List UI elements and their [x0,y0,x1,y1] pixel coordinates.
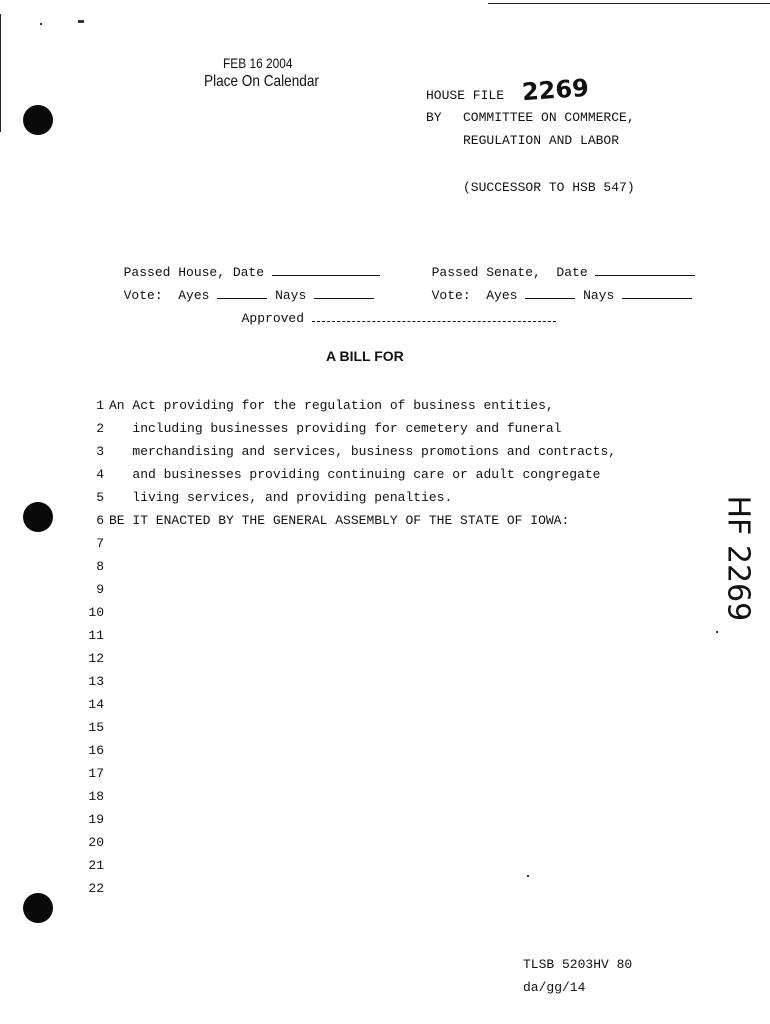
line-number: 12 [88,651,104,666]
senate-vote-row: Vote: Ayes Nays [416,273,692,303]
house-file-label: HOUSE FILE [426,88,505,103]
approved-line [312,311,556,322]
bill-line-text: BE IT ENACTED BY THE GENERAL ASSEMBLY OF THE STATE OF IOWA: [109,513,570,528]
successor-note: (SUCCESSOR TO HSB 547) [463,180,635,195]
line-number: 6 [96,513,104,528]
line-number: 15 [88,720,104,735]
house-vote-row: Vote: Ayes Nays [108,273,374,303]
bill-line-text: merchandising and services, business promotions and contracts, [109,444,617,459]
line-number: 20 [88,835,104,850]
line-number: 14 [88,697,104,712]
line-number: 16 [88,743,104,758]
approved-row: Approved [226,296,556,326]
senate-nays-line [622,288,692,299]
line-number: 8 [96,559,104,574]
bill-line-text: and businesses providing continuing care or adult congregate [109,467,601,482]
committee-line-1: COMMITTEE ON COMMERCE, [463,110,635,125]
scan-speck [78,20,84,23]
line-number: 13 [88,674,104,689]
scan-speck [527,875,529,877]
by-label: BY [426,110,442,125]
line-number: 10 [88,605,104,620]
line-number: 3 [96,444,104,459]
line-number: 5 [96,490,104,505]
punch-hole-bottom [23,893,53,923]
stamp-date: FEB 16 2004 [223,55,293,71]
line-number: 7 [96,536,104,551]
line-number: 19 [88,812,104,827]
punch-hole-top [23,105,53,135]
committee-line-2: REGULATION AND LABOR [463,133,620,148]
line-number: 17 [88,766,104,781]
line-number: 11 [88,628,104,643]
footer-code: TLSB 5203HV 80 [523,957,633,972]
scan-edge-left [0,14,1,132]
bill-line-text: including businesses providing for cemetery and funeral [109,421,562,436]
scan-speck [40,23,42,25]
scan-edge-top [488,3,770,4]
punch-hole-middle [23,502,53,532]
bill-title: A BILL FOR [326,348,404,364]
line-number: 22 [88,881,104,896]
line-number: 2 [96,421,104,436]
line-number: 4 [96,467,104,482]
scan-speck [716,631,718,633]
house-file-number: 2269 [521,73,590,107]
line-number: 1 [96,398,104,413]
passed-house-label: Passed House, Date [108,250,380,280]
line-number: 18 [88,789,104,804]
line-number: 9 [96,582,104,597]
side-annotation: HF 2269 [720,495,756,622]
footer-initials: da/gg/14 [523,980,586,995]
passed-senate-label: Passed Senate, Date [416,250,695,280]
stamp-action: Place On Calendar [204,73,319,90]
bill-line-text: An Act providing for the regulation of business entities, [109,398,554,413]
bill-line-text: living services, and providing penalties. [109,490,453,505]
line-number: 21 [88,858,104,873]
